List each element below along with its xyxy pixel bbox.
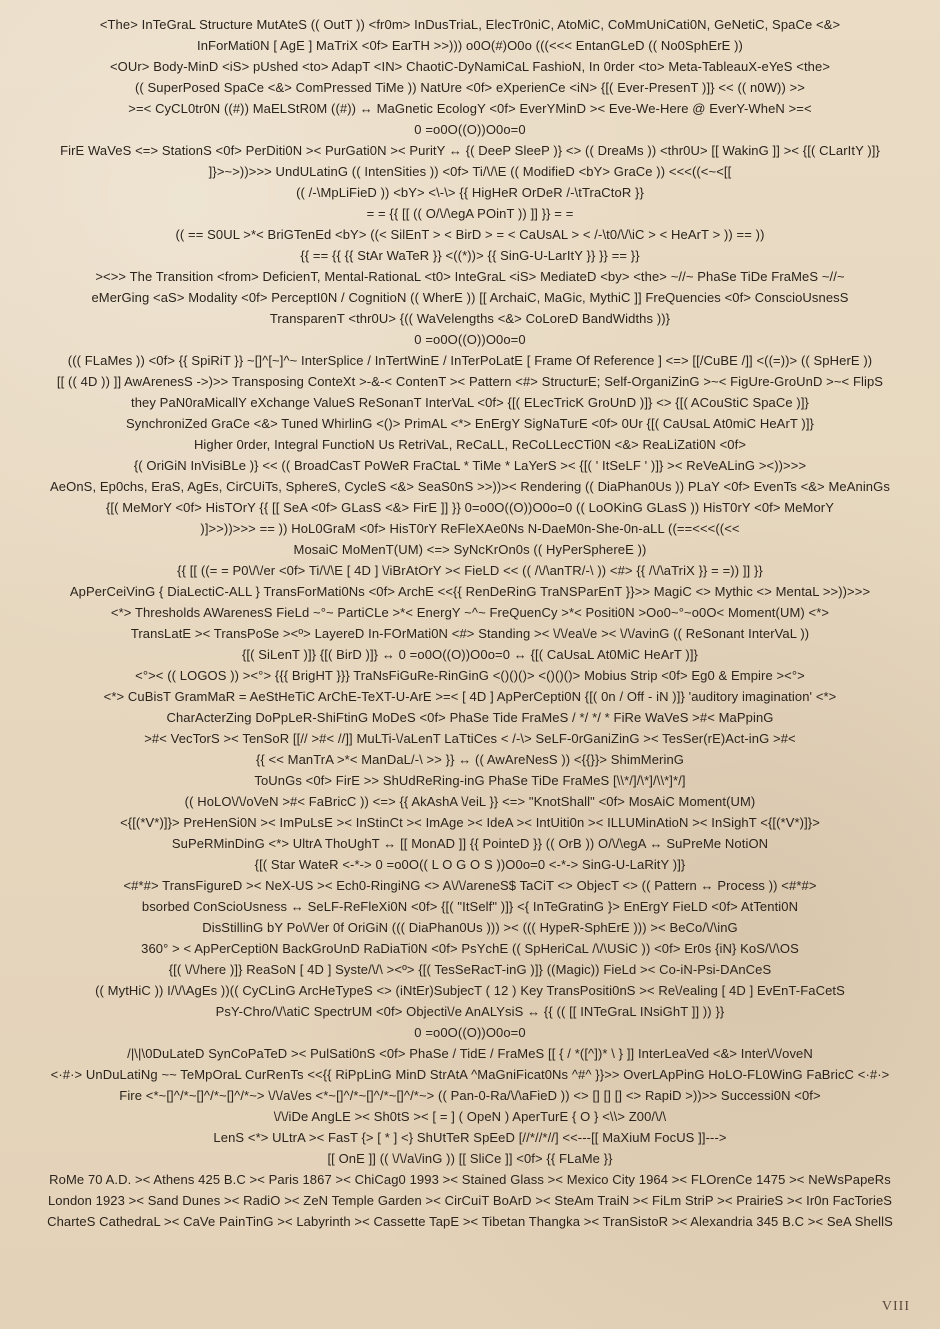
document-body — [16, 14, 924, 1285]
text-line: {[( MeMorY <0f> HisTOrY {{ [[ SeA <0f> GLasS <&> FirE ]] }} 0=o0O((O))O0o=0 (( LoOKinG GLasS )) HisT0rY <0f> MeMorY — [105, 500, 835, 515]
text-line: {{ [[ ((= = P0\/\/er <0f> Ti/\/\E [ 4D ] \/iBrAtOrY >< FieLD << (( /\/\anTR/-\ )) <#> {{ /\/\aTriX }} = =)) ]] }} — [177, 563, 763, 578]
text-line: )]>>))>>> == )) HoL0GraM <0f> HisT0rY ReFleXAe0Ns N-DaeM0n-She-0n-aLL ((==<<<((<< — [200, 521, 740, 536]
text-line: <OUr> Body-MinD <iS> pUshed <to> AdapT <IN> ChaotiC-DyNamiCaL FashioN, In 0rder <to> Meta-TableauX-eYeS <the> — [109, 59, 831, 74]
text-line: ApPerCeiVinG { DiaLectiC-ALL } TransForMati0Ns <0f> ArchE <<{{ RenDeRinG TraNSParEnT }}>> MagiC <> Mythic <> MentaL >>))>>> — [69, 584, 871, 599]
text-line: {[( SiLenT )]} {[( BirD )]} ↔ 0 =o0O((O))O0o=0 ↔ {[( CaUsaL At0MiC HeArT )]} — [241, 647, 699, 662]
text-line: bsorbed ConScioUsness ↔ SeLF-ReFleXi0N <0f> {[( "ItSelf" )]} <{ InTeGratinG }> EnErgY FieLD <0f> AtTenti0N — [141, 899, 799, 914]
text-line: {{ << ManTrA >*< ManDaL/-\ >> }} ↔ (( AwAreNesS )) <{{}}> ShimMerinG — [255, 752, 685, 767]
text-line: London 1923 >< Sand Dunes >< RadiO >< ZeN Temple Garden >< CirCuiT BoArD >< SteAm TraiN >< FiLm StriP >< PrairieS >< Ir0n FacTorieS — [47, 1193, 893, 1208]
text-line: LenS <*> ULtrA >< FasT {> [ * ] <} ShUtTeR SpEeD [//*//*//] <<---[[ MaXiuM FocUS ]]---> — [213, 1130, 727, 1145]
text-line: <*> CuBisT GramMaR = AeStHeTiC ArChE-TeXT-U-ArE >=< [ 4D ] ApPerCepti0N {[( 0n / Off - iN )]} 'auditory imagination' <*> — [103, 689, 837, 704]
text-line: Higher 0rder, Integral FunctioN Us RetriVaL, ReCaLL, ReCoLLecCTi0N <&> ReaLiZati0N <0f> — [193, 437, 747, 452]
text-line: (( == S0UL >*< BriGTenEd <bY> ((< SilEnT > < BirD > = < CaUsAL > < /-\t0/\/\iC > < HeArT > )) == )) — [175, 227, 765, 242]
text-line: >#< VecTorS >< TenSoR [[// >#< //]] MuLTi-\/aLenT LaTtiCes < /-\> SeLF-0rGaniZinG >< TesSer(rE)Act-inG >#< — [144, 731, 796, 746]
text-line: InForMati0N [ AgE ] MaTriX <0f> EarTH >>))) o0O(#)O0o (((<<< EntanGLeD (( No0SphErE )) — [196, 38, 743, 53]
text-line: >=< CyCL0tr0N ((#)) MaELStR0M ((#)) ↔ MaGnetic EcologY <0f> EverYMinD >< Eve-We-Here @ EverY-WheN >=< — [128, 101, 812, 116]
text-line: 0 =o0O((O))O0o=0 — [414, 1025, 526, 1040]
text-line: Fire <*~[]^/*~[]^/*~[]^/*~> \/\/a\/es <*~[]^/*~[]^/*~[]^/*~> (( Pan-0-Ra/\/\aFieD )) <> [] [] [] <> RapiD >))>> Successi0N <0f> — [119, 1088, 821, 1103]
text-line: PsY-Chro/\/\atiC SpectrUM <0f> Objecti\/e AnALYsiS ↔ {{ (( [[ INTeGraL INsiGhT ]] )) }} — [215, 1004, 725, 1019]
text-line: 0 =o0O((O))O0o=0 — [414, 122, 526, 137]
text-line: = = {{ [[ (( O/\/\egA POinT )) ]] }} = = — [366, 206, 574, 221]
text-line: eMerGing <aS> Modality <0f> PerceptI0N / CognitioN (( WherE )) [[ ArchaiC, MaGic, MythiC ]] FreQuencies <0f> ConscioUsnesS — [91, 290, 849, 305]
text-line: <*> Thresholds AWarenesS FieLd ~°~ PartiCLe >*< EnergY ~^~ FreQuenCy >*< Positi0N >Oo0~°~o0O< Moment(UM) <*> — [110, 605, 830, 620]
text-line: CharActerZing DoPpLeR-ShiFtinG MoDeS <0f> PhaSe Tide FraMeS / */ */ * FiRe WaVeS >#< MaPpinG — [166, 710, 774, 725]
text-line: <The> InTeGraL Structure MutAteS (( OutT )) <fr0m> InDusTriaL, ElecTr0niC, AtoMiC, CoMmUniCati0N, GeNetiC, SpaCe <&> — [99, 17, 841, 32]
text-line: (( SuperPosed SpaCe <&> ComPressed TiMe )) NatUre <0f> eXperienCe <iN> {[( Ever-PresenT )]} << (( n0W)) >> — [134, 80, 806, 95]
text-line: {[( \/\/here )]} ReaSoN [ 4D ] Syste/\/\ ><º> {[( TesSeRacT-inG )]} ((Magic)) FieLd >< Co-iN-Psi-DAnCeS — [168, 962, 772, 977]
text-line: <{[(*V*)]}> PreHenSi0N >< ImPuLsE >< InStinCt >< ImAge >< IdeA >< IntUiti0n >< ILLUMinAtioN >< InSighT <{[(*V*)]}> — [120, 815, 820, 830]
text-line: ]}>~>))>>> UndULatinG (( IntenSities )) <0f> Ti/\/\E (( ModifieD <bY> GraCe )) <<<((<~<[[ — [208, 164, 732, 179]
text-line: ><>> The Transition <from> DeficienT, Mental-RationaL <t0> InteGraL <iS> MediateD <by> <the> ~//~ PhaSe TiDe FraMeS ~//~ — [95, 269, 845, 284]
text-line: {[( Star WateR <-*-> 0 =o0O(( L O G O S ))O0o=0 <-*-> SinG-U-LaRitY )]} — [254, 857, 686, 872]
text-line: 360° > < ApPerCepti0N BackGroUnD RaDiaTi0N <0f> PsYchE (( SpHeriCaL /\/\USiC )) <0f> Er0s {iN} KoS/\/\OS — [141, 941, 799, 956]
text-line: MosaiC MoMenT(UM) <=> SyNcKrOn0s (( HyPerSphereE )) — [293, 542, 647, 557]
text-line: they PaN0raMicallY eXchange ValueS ReSonanT InterVaL <0f> {[( ELecTricK GroUnD )]} <> {[( ACouStiC SpaCe )]} — [130, 395, 809, 410]
text-line: CharteS CathedraL >< CaVe PainTinG >< Labyrinth >< Cassette TapE >< Tibetan Thangka >< TranSistoR >< Alexandria 345 B.C >< SeA ShellS — [47, 1214, 893, 1229]
text-line: (( HoLO\/\/oVeN >#< FaBricC )) <=> {{ AkAshA \/eiL }} <=> "KnotShall" <0f> MosAiC Moment(UM) — [184, 794, 756, 809]
text-line: SuPeRMinDinG <*> UltrA ThoUghT ↔ [[ MonAD ]] {{ PointeD }} (( OrB )) O/\/\egA ↔ SuPreMe NotiON — [171, 836, 769, 851]
text-line: /|\|\0DuLateD SynCoPaTeD >< PulSati0nS <0f> PhaSe / TidE / FraMeS [[ { / *([^])* \ } ]] InterLeaVed <&> Inter\/\/oveN — [127, 1046, 813, 1061]
text-line: DisStillinG bY Po\/\/er 0f OriGiN ((( DiaPhan0Us ))) >< ((( HypeR-SphErE ))) >< BeCo/\/\inG — [202, 920, 738, 935]
text-line: <°>< (( LOGOS )) ><°> {{{ BrigHT }}} TraNsFiGuRe-RinGinG <()()()> <()()()> Mobius Strip <0f> Eg0 & Empire ><°> — [135, 668, 805, 683]
text-line: {{ == {{ {{ StAr WaTeR }} <((*))> {{ SinG-U-LarItY }} }} == }} — [300, 248, 640, 263]
text-line: [[ OnE ]] (( \/\/a\/inG )) [[ SliCe ]] <0f> {{ FLaMe }} — [327, 1151, 613, 1166]
text-line: {( OriGiN InVisiBLe )} << (( BroadCasT PoWeR FraCtaL * TiMe * LaYerS >< {[( ' ItSeLF ' )]} >< ReVeALinG ><))>>> — [133, 458, 807, 473]
text-line: FirE WaVeS <=> StationS <0f> PerDiti0N >< PurGati0N >< PuritY ↔ {( DeeP SleeP )} <> (( DreaMs )) <thr0U> [[ WakinG ]] >< {[( CLarItY )]} — [60, 143, 880, 158]
text-line: TransparenT <thr0U> {(( WaVelengths <&> CoLoreD BandWidths ))} — [269, 311, 671, 326]
page-number: VIII — [881, 1299, 910, 1314]
text-line: AeOnS, Ep0chs, EraS, AgEs, CirCUiTs, SphereS, CycleS <&> SeaS0nS >>))>< Rendering (( DiaPhan0Us )) PLaY <0f> EvenTs <&> MeAninGs — [50, 479, 890, 494]
text-line: RoMe 70 A.D. >< Athens 425 B.C >< Paris 1867 >< ChiCag0 1993 >< Stained Glass >< Mexico City 1964 >< FLOrenCe 1475 >< NeWsPapeRs — [49, 1172, 891, 1187]
text-line: <#*#> TransFigureD >< NeX-US >< Ech0-RingiNG <> A\/\/areneS$ TaCiT <> ObjecT <> (( Pattern ↔ Process )) <#*#> — [123, 878, 817, 893]
text-line: \/\/iDe AngLE >< Sh0tS >< [ = ] ( OpeN ) AperTurE { O } <\\> Z00/\/\ — [273, 1109, 667, 1124]
text-line: ToUnGs <0f> FirE >> ShUdReRing-inG PhaSe TiDe FraMeS [\\*/]/\*]/\\*]*/] — [254, 773, 686, 788]
text-line: [[ (( 4D )) ]] AwArenesS ->)>> Transposing ConteXt >-&-< ContenT >< Pattern <#> StructurE; Self-OrganiZinG >~< FigUre-GroUnD >~< FlipS — [56, 374, 884, 389]
text-line: (( /-\MpLiFieD )) <bY> <\-\> {{ HigHeR OrDeR /-\tTraCtoR }} — [296, 185, 644, 200]
text-line: SynchroniZed GraCe <&> Tuned WhirlinG <()> PrimAL <*> EnErgY SigNaTurE <0f> 0Ur {[( CaUsaL At0miC HeArT )]} — [126, 416, 814, 431]
text-line: TransLatE >< TransPoSe ><º> LayereD In-FOrMati0N <#> Standing >< \/\/ea\/e >< \/\/avinG (( ReSonant InterVaL )) — [130, 626, 810, 641]
text-line: (( MytHiC )) I/\/\AgEs ))(( CyCLinG ArcHeTypeS <> (iNtEr)SubjecT ( 12 ) Key TransPositi0nS >< Re\/ealing [ 4D ] EvEnT-FaCetS — [95, 983, 845, 998]
text-line: <·#·> UnDuLatiNg ~~ TeMpOraL CurRenTs <<{{ RiPpLinG MinD StrAtA ^MaGniFicat0Ns ^#^ }}>> OverLApPinG HoLO-FL0WinG FaBricC <·#·> — [50, 1067, 890, 1082]
text-line: ((( FLaMes )) <0f> {{ SpiRiT }} ~[]^[~]^~ InterSplice / InTertWinE / InTerPoLatE [ Frame Of Reference ] <=> [[/CuBE /]] <((=))> (( SpHerE )) — [67, 353, 873, 368]
text-line: 0 =o0O((O))O0o=0 — [414, 332, 526, 347]
